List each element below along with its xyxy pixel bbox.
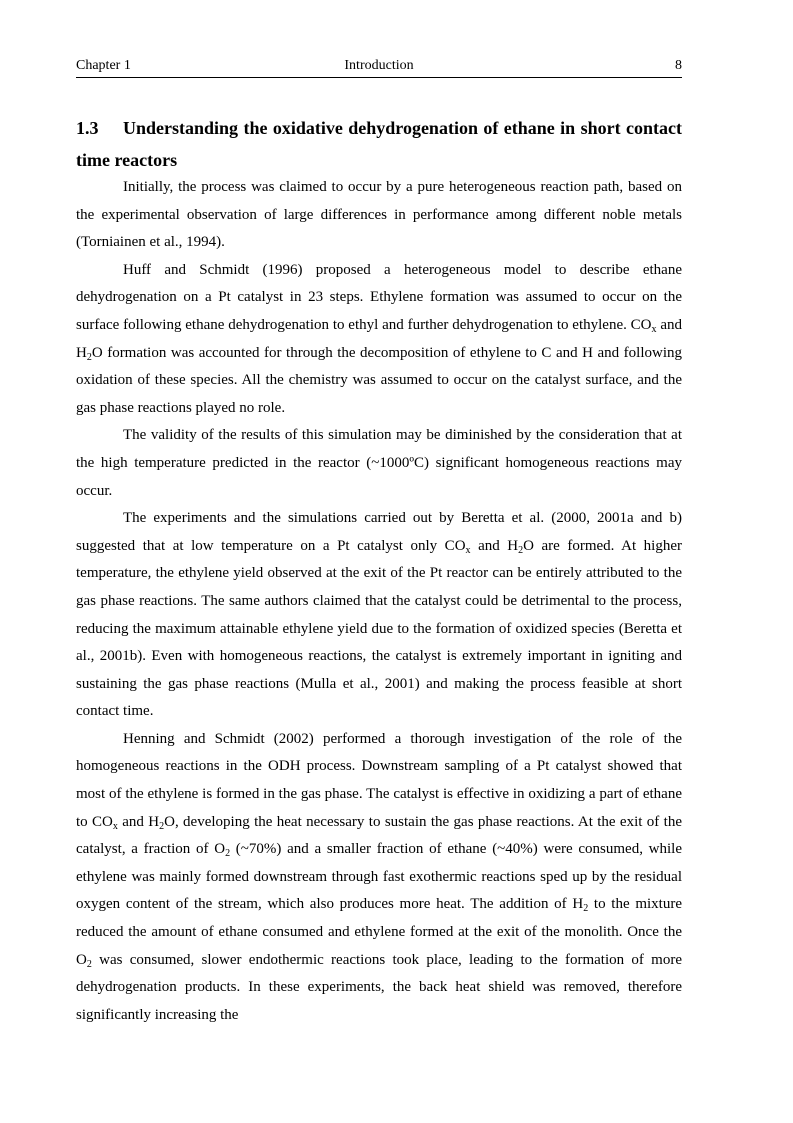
subscript: x [112, 820, 118, 832]
subscript: x [465, 544, 471, 556]
text-segment: and H [76, 316, 682, 361]
section-label: Introduction [344, 58, 414, 73]
chapter-label: Chapter 1 [76, 58, 131, 73]
section-heading [76, 112, 682, 176]
subscript: 2 [583, 903, 589, 915]
text-segment: Huff and Schmidt (1996) proposed a heterogeneous model to describe ethane dehydrogenation on a Pt catalyst in 23 steps. Ethylene formation was assumed to occur on the surface following ethane dehydrogenation to ethyl and further dehydrogenation to ethylene. CO [76, 261, 682, 333]
paragraph-5 [76, 726, 682, 1030]
subscript: 2 [86, 351, 92, 363]
paragraph-2 [76, 257, 682, 423]
text-segment: and H [470, 537, 519, 554]
paragraph-4 [76, 505, 682, 726]
subscript: 2 [518, 544, 524, 556]
text-segment: O formation was accounted for through the decomposition of ethylene to C and H and following oxidation of these species. All the chemistry was assumed to occur on the catalyst surface, and the gas phase reactions played no role. [76, 344, 682, 416]
paragraph-1 [76, 174, 682, 257]
text-segment: The experiments and the simulations carried out by Beretta et al. (2000, 2001a and b) suggested that at low temperature on a Pt catalyst only CO [76, 510, 682, 554]
text-segment: (~70%) and a smaller fraction of ethane (~40%) were consumed, while ethylene was mainly formed downstream through fast exothermic reactions sped up by the residual oxygen content of the stream, which also produces more heat. The addition of H [76, 841, 682, 913]
subscript: 2 [159, 820, 165, 832]
text-segment: O, developing the heat necessary to sustain the gas phase reactions. At the exit of the catalyst, a fraction of O [76, 813, 682, 858]
text-segment: and H [117, 813, 160, 830]
running-header [76, 57, 682, 78]
section-number: 1.3 [76, 118, 99, 138]
paragraph-3 [76, 422, 682, 505]
text-segment: Initially, the process was claimed to occur by a pure heterogeneous reaction path, based on the experimental observation of large differences in performance among different noble metals (Torniainen et al., 1994). [76, 179, 682, 251]
text-segment: to the mixture reduced the amount of ethane consumed and ethylene formed at the exit of the monolith. Once the O [76, 896, 682, 968]
text-segment: O are formed. At higher temperature, the ethylene yield observed at the exit of the Pt reactor can be entirely attributed to the gas phase reactions. The same authors claimed that the catalyst could be detrimental to the process, reducing the maximum attainable ethylene yield due to the formation of oxidized species (Beretta et al., 2001b). Even with homogeneous reactions, the catalyst is extremely important in igniting and sustaining the gas phase reactions (Mulla et al., 2001) and making the process feasible at short contact time. [76, 537, 682, 720]
section-title: Understanding the oxidative dehydrogenation of ethane in short contact time reactors [76, 118, 682, 170]
subscript: 2 [86, 958, 92, 970]
text-segment: was consumed, slower endothermic reactions took place, leading to the formation of more dehydrogenation products. In these experiments, the back heat shield was removed, therefore significantly increasing the [76, 951, 682, 1023]
text-segment: Henning and Schmidt (2002) performed a thorough investigation of the role of the homogeneous reactions in the ODH process. Downstream sampling of a Pt catalyst showed that most of the ethylene is formed in the gas phase. The catalyst is effective in oxidizing a part of ethane to CO [76, 730, 682, 830]
body-text [76, 174, 682, 1029]
subscript: x [651, 323, 657, 335]
subscript: 2 [225, 848, 231, 860]
text-segment: The validity of the results of this simulation may be diminished by the consideration that at the high temperature predicted in the reactor (~1000ºC) significant homogeneous reactions may occur. [76, 427, 682, 499]
page-number: 8 [675, 58, 682, 73]
